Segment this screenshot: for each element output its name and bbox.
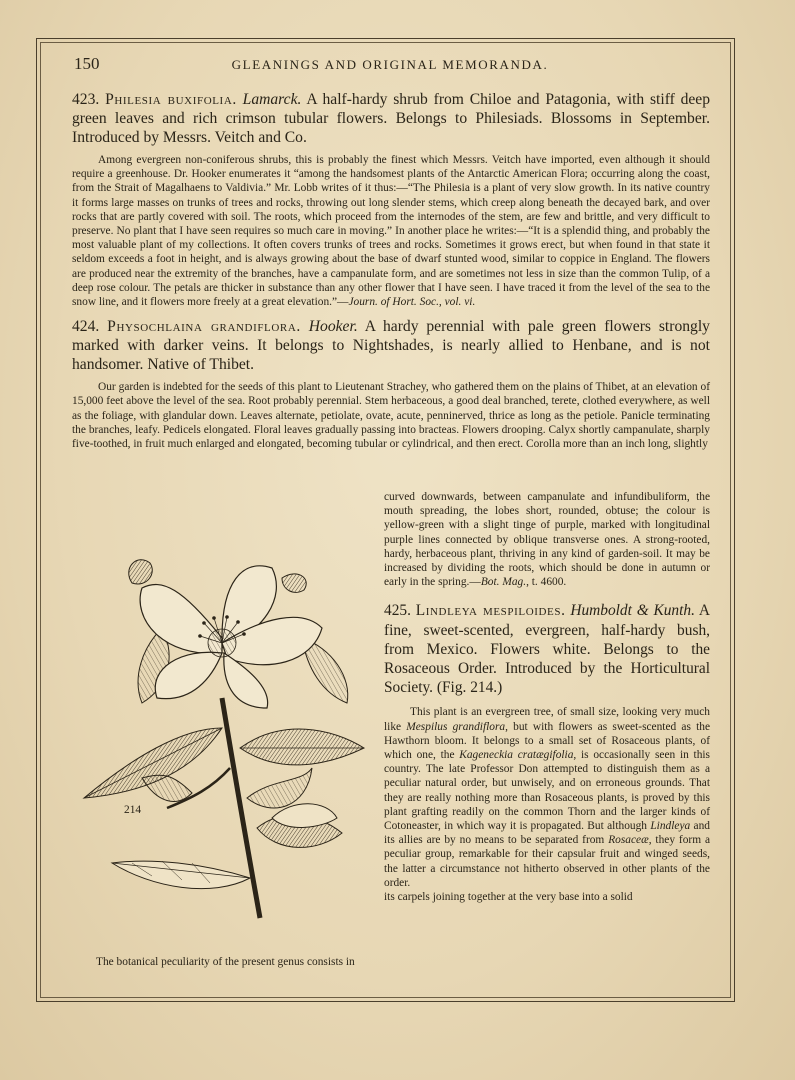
- body-text: , they form a peculiar group, remarkable for their capsular fruit and winged seeds, the latter a circumstance not hitherto observed in other plants of the order.: [384, 834, 710, 889]
- entry-424-heading: [72, 317, 710, 374]
- entry-424-body-column: [384, 490, 710, 589]
- body-text: Among evergreen non-coniferous shrubs, this is probably the finest which Messrs. Veitch have imported, even although it should require a greenhouse. Dr. Hooker enumerates it “among the handsomest plants of the Antarctic American Flora; occurring along the coast, from the Strait of Magalhaens to Valdivia.” Mr. Lobb writes of it thus:—“The Philesia is a plant of very slow growth. In its native country it forms large masses on trunks of trees and rocks, throwing out long slender stems, which creep along beneath the decayed bark, and over rocks that are partly covered with soil. The roots, which proceed from the internodes of the stem, are few and brittle, and very difficult to preserve. No plant that I have seen requires so much care in moving.” In another place he writes:—“It is a splendid thing, and probably the most valuable plant of my collections. It often covers trunks of trees and rocks. Sometimes it grows erect, but when found in that state it seldom exceeds a foot in height, and is always growing about the base of dwarf stunted wood, similar to coppice in England. The flowers are produced near the extremity of the branches, have a campanulate form, and are sometimes not less in size than the common Tulip, of a deep rose colour. The petals are thicker in substance than any other flower that I have seen. I have traced it from the level of the sea to the snow line, and it flowers more freely at a great elevation.”—: [72, 154, 710, 309]
- body-text: curved downwards, between campanulate and infundibuliform, the mouth spreading, the lobes short, rounded, obtuse; the colour is yellow-green with a slight tinge of purple, marked with longitudinal purple lines connected by oblique transverse ones. A strong-rooted, hardy, herbaceous plant, thriving in any kind of garden-soil. It may be increased by dividing the roots, which should be done in autumn or early in the spring.—: [384, 491, 710, 589]
- entry-summary: A fine, sweet-scented, evergreen, half-hardy bush, from Mexico. Flowers white. Belongs to the Rosaceous Order. Introduced by the Horticultural Society. (Fig. 214.): [384, 602, 710, 697]
- entry-authority: Humboldt & Kunth.: [570, 602, 695, 620]
- italic-term: Rosaceæ: [608, 834, 649, 847]
- citation: Journ. of Hort. Soc., vol. vi.: [348, 296, 476, 309]
- page-number: 150: [74, 54, 100, 73]
- italic-term: Kageneckia cratægifolia: [459, 749, 574, 762]
- running-head: GLEANINGS AND ORIGINAL MEMORANDA.: [231, 57, 549, 72]
- entry-summary: A hardy perennial with pale green flowers strongly marked with darker veins. It belongs to Nightshades, is nearly allied to Henbane, and is not handsomer. Native of Thibet.: [72, 318, 710, 374]
- entry-423-body: [72, 153, 710, 309]
- entry-summary: A half-hardy shrub from Chiloe and Patagonia, with stiff deep green leaves and rich crimson tubular flowers. Belongs to Philesiads. Blossoms in September. Introduced by Messrs. Veitch and Co.: [72, 91, 711, 146]
- entry-425-bottom-left: The botanical peculiarity of the present genus consists in: [96, 956, 355, 968]
- entry-plant-name: Physochlaina grandiflora.: [107, 318, 301, 336]
- page-header: [70, 54, 710, 78]
- entry-number: 423.: [72, 91, 100, 108]
- upper-content: [72, 90, 710, 451]
- entry-424-body-top: Our garden is indebted for the seeds of this plant to Lieutenant Strachey, who gathered them on the plains of Thibet, at an elevation of 15,000 feet above the level of the sea. Root probably perennial. Stem herbaceous, a good deal branched, terete, clothed everywhere, as well as the foliage, with glandular down. Leaves alternate, petiolate, ovate, acute, penninerved, thrice as long as the petiole. Panicle terminating the branches, leafy. Pedicels elongated. Floral leaves gradually passing into bracteas. Flowers drooping. Calyx shortly campanulate, sharply five-toothed, in fruit much enlarged and elongated, becoming tubular or cylindrical, and then erect. Corolla more than an inch long, slightly: [72, 381, 710, 451]
- body-text: , but with flowers as sweet-scented as the Hawthorn bloom. It belongs to a small set of Rosaceous plants, of which one, the: [384, 720, 710, 762]
- citation: Bot. Mag.: [480, 576, 527, 589]
- body-text: This plant is an evergreen tree, of small size, looking very much like: [384, 706, 710, 733]
- entry-425-heading: [384, 601, 710, 697]
- entry-423-heading: [72, 90, 710, 147]
- entry-authority: Hooker.: [308, 318, 358, 336]
- flower-illustration: [72, 528, 372, 928]
- citation-tail: , t. 4600.: [526, 576, 567, 589]
- body-text: , is occasionally seen in this country. The late Professor Don attempted to distinguish them as a peculiar natural order, but unwisely, and on erroneous grounds. That they are really nothing more than Rosaceous plants, is proved by this plant grafting readily on the common Thorn and the larger kinds of Cotoneaster, in which way it is propagated. But although: [384, 749, 710, 833]
- entry-number: 424.: [72, 318, 100, 336]
- entry-authority: Lamarck.: [242, 91, 302, 108]
- right-column: [384, 490, 710, 904]
- italic-term: Mespilus grandiflora: [406, 720, 506, 733]
- figure-number: 214: [124, 804, 142, 816]
- lower-content: [72, 490, 710, 980]
- entry-number: 425.: [384, 602, 411, 620]
- entry-plant-name: Philesia buxifolia.: [105, 91, 237, 108]
- entry-425-body: [384, 705, 710, 890]
- entry-plant-name: Lindleya mespiloides.: [415, 602, 566, 620]
- entry-425-bottom-right: its carpels joining together at the very base into a solid: [384, 891, 633, 904]
- body-text: and its allies are by no means to be separated from: [384, 820, 711, 847]
- italic-term: Lindleya: [650, 820, 691, 833]
